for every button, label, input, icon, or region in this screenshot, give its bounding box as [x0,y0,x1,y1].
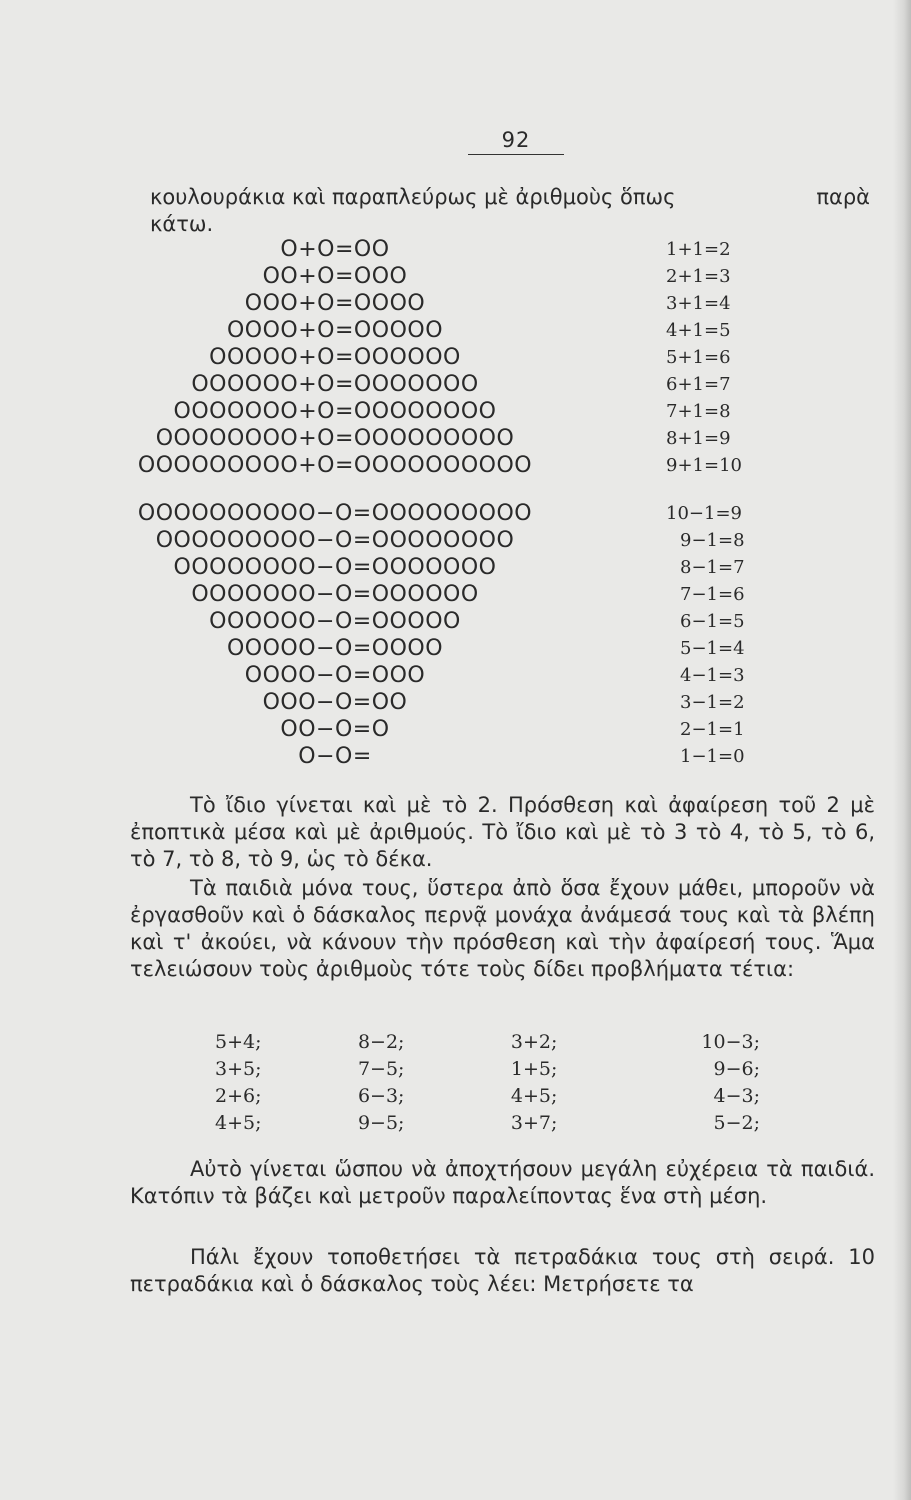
exercise-row [190,1028,790,1055]
addition-diagram-row: OOOOOOOO+O=OOOOOOOOO [155,426,515,451]
addition-diagram-row: OO+O=OOO [262,264,408,289]
exercise: 9−6; [713,1057,760,1080]
subtraction-equation: 4−1=3 [680,665,745,686]
addition-equation: 6+1=7 [666,374,731,395]
intro-text [150,184,870,238]
exercise: 6−3; [357,1084,405,1107]
exercise: 10−3; [701,1030,760,1053]
exercise: 9−5; [357,1111,405,1134]
exercise: 4+5; [215,1111,262,1134]
exercise-row [190,1109,790,1136]
subtraction-equation: 1−1=0 [680,746,745,767]
paragraph-same-with-two [130,792,875,873]
page-edge [893,0,911,1500]
subtraction-diagram-row: OOOOOOOOOO−O=OOOOOOOOO [137,501,533,526]
page-number: 92 [468,128,564,155]
subtraction-diagram-row: OOOO−O=OOO [244,663,426,688]
paragraph-text: Αὐτὸ γίνεται ὥσπου νὰ ἀποχτήσουν μεγάλη εὐχέρεια τὰ παιδιά. Κατόπιν τὰ βάζει καὶ μετροῦν παραλείποντας ἕνα στὴ μέση. [130,1157,875,1208]
subtraction-diagram-row: OOOOO−O=OOOO [226,636,444,661]
exercise: 8−2; [357,1030,405,1053]
exercise: 2+6; [215,1084,262,1107]
exercise: 3+7; [510,1111,558,1134]
intro-line1-right: παρὰ [816,185,870,209]
subtraction-equation: 3−1=2 [680,692,745,713]
paragraph-children-alone [130,875,875,983]
subtraction-equation: 8−1=7 [680,557,745,578]
paragraph-text: Πάλι ἔχουν τοποθετήσει τὰ πετραδάκια τους στὴ σειρά. 10 πετραδάκια καὶ ὁ δάσκαλος τοὺς λέει: Μετρήσετε τα [130,1245,875,1296]
subtraction-equation: 6−1=5 [680,611,745,632]
addition-diagram-row: OOOO+O=OOOOO [226,318,444,343]
subtraction-equation: 5−1=4 [680,638,745,659]
subtraction-diagram-row: OOOOOOOOO−O=OOOOOOOO [155,528,515,553]
addition-equation: 8+1=9 [666,428,731,449]
paragraph-text: Τὰ παιδιὰ μόνα τους, ὕστερα ἀπὸ ὅσα ἔχουν μάθει, μποροῦν νὰ ἐργασθοῦν καὶ ὁ δάσκαλος περνᾷ μονάχα ἀνάμεσά τους καὶ τὰ βλέπη καὶ τ' ἀκούει, νὰ κάνουν τὴν πρόσθεση καὶ τὴν ἀφαίρεσή τους. Ἅμα τελειώσουν τοὺς ἀριθμοὺς τότε τοὺς δίδει προβλήματα τέτια: [130,876,875,981]
intro-line1-left: κουλουράκια καὶ παραπλεύρως μὲ ἀριθμοὺς ὅπως [150,185,676,209]
subtraction-diagram-row: OOOOOOOO−O=OOOOOOO [173,555,497,580]
addition-equation: 4+1=5 [666,320,731,341]
subtraction-diagram-row: OOOOOOO−O=OOOOOO [191,582,479,607]
addition-equation: 2+1=3 [666,266,731,287]
exercise: 3+2; [510,1030,558,1053]
addition-equation: 7+1=8 [666,401,731,422]
addition-diagram-row: OOOOOO+O=OOOOOOO [191,372,479,397]
subtraction-equation: 9−1=8 [680,530,745,551]
addition-diagram-row: OOOOOOO+O=OOOOOOOO [173,399,497,424]
addition-equation: 5+1=6 [666,347,731,368]
subtraction-diagram-row: OOOOOO−O=OOOOO [209,609,461,634]
subtraction-equation: 2−1=1 [680,719,745,740]
paragraph-fluency [130,1156,875,1210]
addition-diagram-row: OOOOO+O=OOOOOO [209,345,461,370]
exercise: 7−5; [357,1057,405,1080]
exercise-row [190,1055,790,1082]
addition-diagram-row: OOOOOOOOO+O=OOOOOOOOOO [137,453,533,478]
exercise: 5−2; [713,1111,760,1134]
exercise: 5+4; [215,1030,262,1053]
intro-line2: κάτω. [150,212,214,236]
paragraph-pebbles [130,1244,875,1298]
addition-equation: 3+1=4 [666,293,731,314]
subtraction-diagram-row: OO−O=O [280,717,390,742]
exercise-row [190,1082,790,1109]
exercise: 4−3; [713,1084,760,1107]
exercise: 4+5; [510,1084,558,1107]
addition-equation: 9+1=10 [666,455,742,476]
exercise: 1+5; [510,1057,558,1080]
paragraph-text: Τὸ ἴδιο γίνεται καὶ μὲ τὸ 2. Πρόσθεση καὶ ἀφαίρεση τοῦ 2 μὲ ἐποπτικὰ μέσα καὶ μὲ ἀριθμούς. Τὸ ἴδιο καὶ μὲ τὸ 3 τὸ 4, τὸ 5, τὸ 6, τὸ 7, τὸ 8, τὸ 9, ὡς τὸ δέκα. [130,793,875,871]
addition-equation: 1+1=2 [666,239,731,260]
exercise-table [190,1028,790,1136]
subtraction-diagram-row: O−O= [298,744,372,769]
subtraction-diagram-row: OOO−O=OO [262,690,408,715]
subtraction-equation: 7−1=6 [680,584,745,605]
exercise: 3+5; [215,1057,262,1080]
addition-diagram-row: OOO+O=OOOO [244,291,426,316]
subtraction-equation: 10−1=9 [666,503,742,524]
addition-diagram-row: O+O=OO [280,237,390,262]
